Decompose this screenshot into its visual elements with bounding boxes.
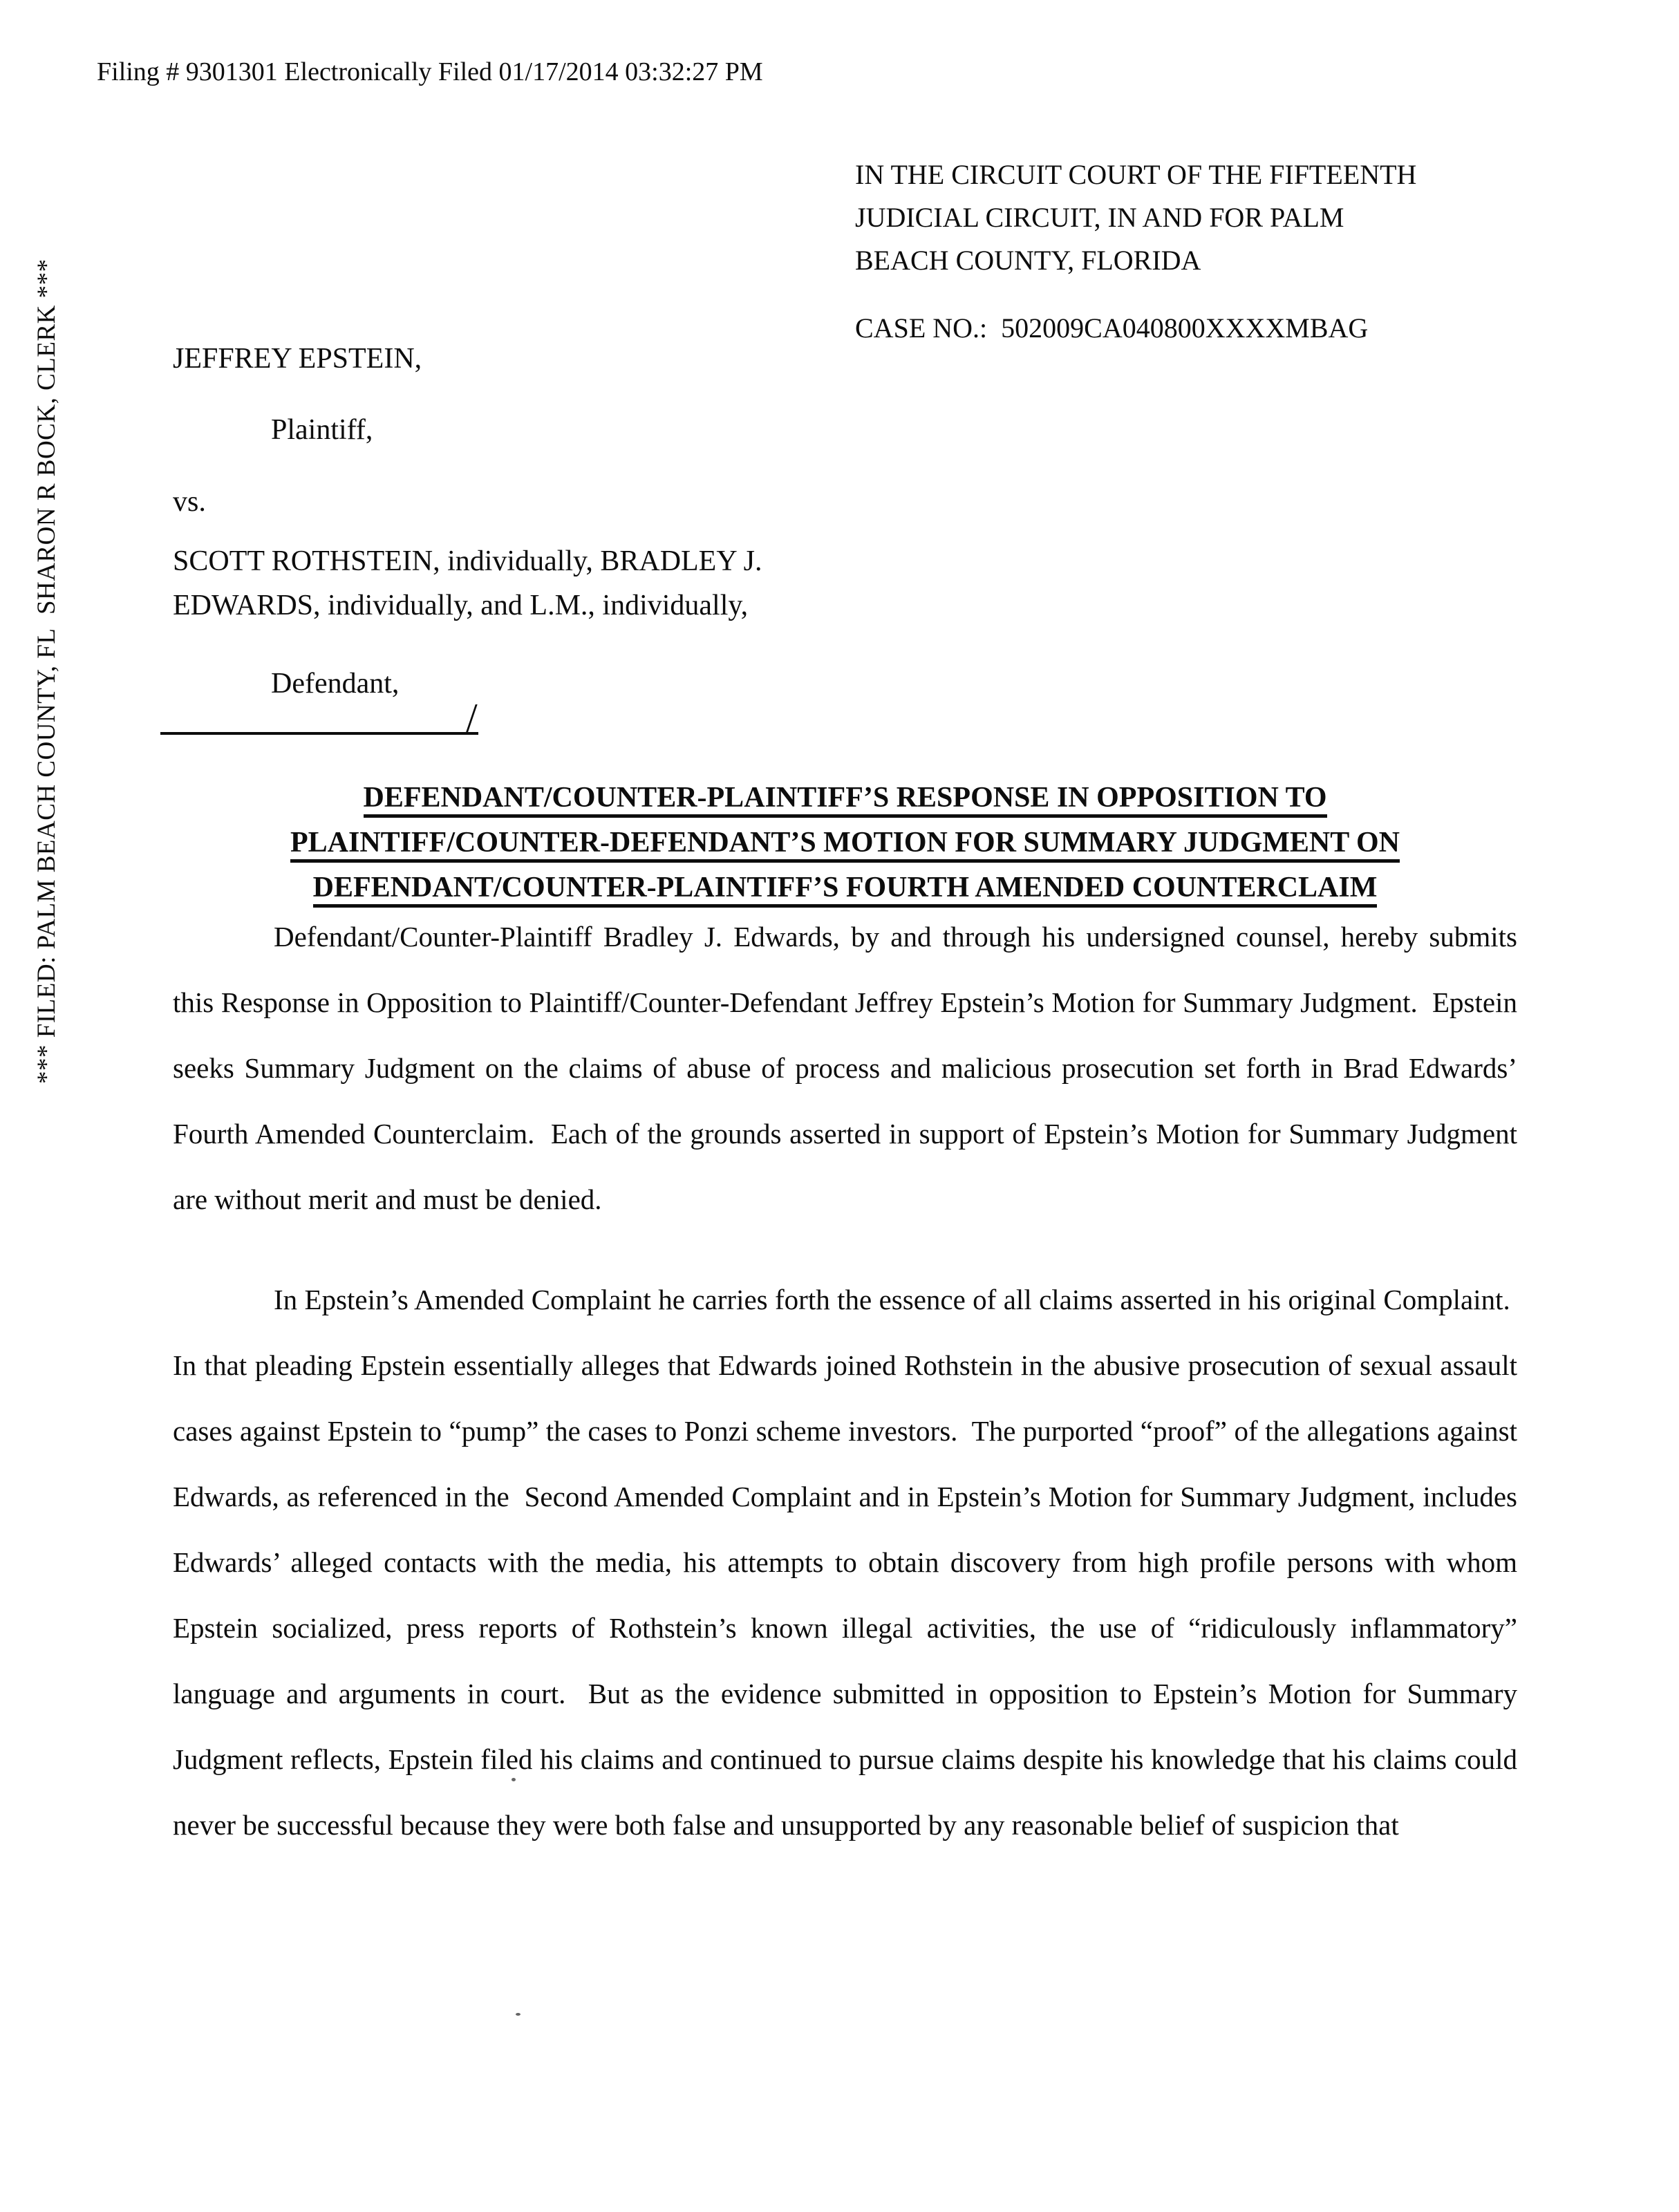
title-line-3: DEFENDANT/COUNTER-PLAINTIFF’S FOURTH AMENDED COUNTERCLAIM — [173, 865, 1517, 910]
document-title — [173, 776, 1517, 910]
title-line-2: PLAINTIFF/COUNTER-DEFENDANT’S MOTION FOR SUMMARY JUDGMENT ON — [173, 821, 1517, 865]
caption-terminator-slash: / — [466, 695, 478, 741]
caption-terminator — [160, 690, 491, 741]
body-paragraph: Defendant/Counter-Plaintiff Bradley J. Edwards, by and through his undersigned counsel, hereby submits this Response in Opposition to Plaintiff/Counter-Defendant Jeffrey Epstein’s Motion for Summary Judgment. Epstein seeks Summary Judgment on the claims of abuse of process and malicious prosecution set forth in Brad Edwards’ Fourth Amended Counterclaim. Each of the grounds asserted in support of Epstein’s Motion for Summary Judgment are without merit and must be denied. — [173, 921, 1517, 1215]
versus-label: vs. — [173, 486, 206, 518]
court-name-line-2: JUDICIAL CIRCUIT, IN AND FOR PALM — [855, 202, 1344, 233]
court-name-line-3: BEACH COUNTY, FLORIDA — [855, 245, 1201, 276]
scan-artifact — [516, 2013, 520, 2016]
court-name-line-1: IN THE CIRCUIT COURT OF THE FIFTEENTH — [855, 159, 1417, 190]
party-caption — [173, 342, 1002, 757]
filing-header: Filing # 9301301 Electronically Filed 01/17/2014 03:32:27 PM — [97, 57, 763, 86]
court-caption-block — [855, 153, 1416, 350]
scan-artifact — [512, 1778, 516, 1781]
title-line-1: DEFENDANT/COUNTER-PLAINTIFF’S RESPONSE IN OPPOSITION TO — [173, 776, 1517, 821]
defendants-line-1: SCOTT ROTHSTEIN, individually, BRADLEY J. — [173, 545, 762, 577]
case-number: CASE NO.: 502009CA040800XXXXMBAG — [855, 312, 1369, 344]
plaintiff-role: Plaintiff, — [271, 414, 373, 446]
clerk-filed-stamp: *** FILED: PALM BEACH COUNTY, FL SHARON R BOCK, CLERK *** — [32, 259, 61, 1084]
body-paragraph: In Epstein’s Amended Complaint he carries forth the essence of all claims asserted in his original Complaint. In that pleading Epstein essentially alleges that Edwards joined Rothstein in the abusive prosecution of sexual assault cases against Epstein to “pump” the cases to Ponzi scheme investors. The purported “proof” of the allegations against Edwards, as referenced in the Second Amended Complaint and in Epstein’s Motion for Summary Judgment, includes Edwards’ alleged contacts with the media, his attempts to obtain discovery from high profile persons with whom Epstein socialized, press reports of Rothstein’s known illegal activities, the use of “ridiculously inflammatory” language and arguments in court. But as the evidence submitted in opposition to Epstein’s Motion for Summary Judgment reflects, Epstein filed his claims and continued to pursue claims despite his knowledge that his claims could never be successful because they were both false and unsupported by any reasonable belief of suspicion that — [173, 1284, 1517, 1841]
document-body — [173, 904, 1517, 1858]
defendants-line-2: EDWARDS, individually, and L.M., individually, — [173, 590, 749, 621]
caption-terminator-line — [160, 732, 478, 735]
plaintiff-name: JEFFREY EPSTEIN, — [173, 343, 422, 375]
defendant-role: Defendant, — [271, 668, 400, 700]
